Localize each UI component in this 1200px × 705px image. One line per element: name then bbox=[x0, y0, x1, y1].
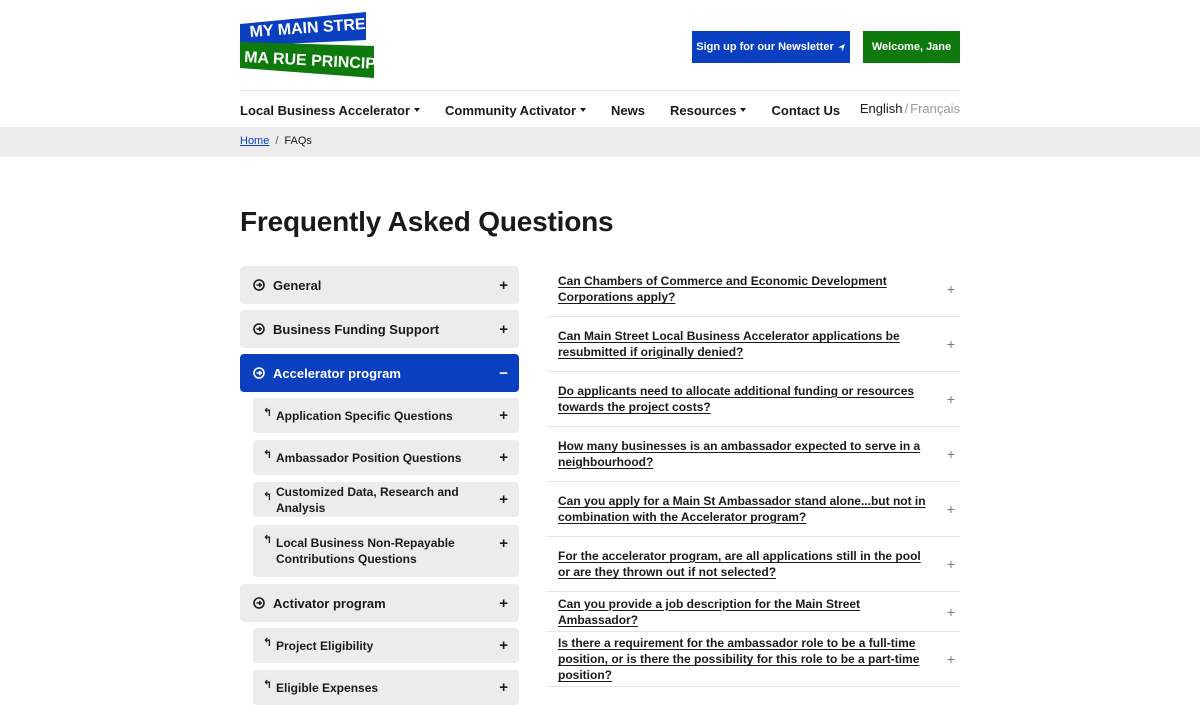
site-logo[interactable] bbox=[240, 12, 408, 78]
category-general[interactable] bbox=[240, 266, 519, 304]
plus-icon: + bbox=[946, 651, 955, 667]
circle-arrow-right-icon bbox=[253, 323, 265, 335]
subcategory-non-repayable-contributions[interactable] bbox=[253, 525, 519, 577]
category-label: Business Funding Support bbox=[273, 321, 440, 337]
category-activator-program[interactable] bbox=[240, 584, 519, 622]
subcategory-label: Application Specific Questions bbox=[276, 408, 453, 423]
language-switcher bbox=[860, 101, 960, 116]
nav-community-activator[interactable]: Community Activator bbox=[445, 103, 586, 118]
return-arrow-icon: ↰ bbox=[263, 534, 273, 546]
plus-icon: + bbox=[499, 407, 508, 424]
category-label: General bbox=[273, 277, 322, 293]
minus-icon: − bbox=[499, 364, 508, 382]
welcome-label: Welcome, Jane bbox=[871, 41, 952, 53]
subcategory-eligible-expenses[interactable] bbox=[253, 670, 519, 705]
circle-arrow-right-icon bbox=[253, 367, 265, 379]
main-navigation bbox=[240, 101, 865, 119]
faq-question[interactable]: Can you apply for a Main St Ambassador stand alone...but not in combination with the Accelerator program? bbox=[558, 494, 926, 524]
plus-icon: + bbox=[946, 501, 955, 517]
subcategory-label: Project Eligibility bbox=[276, 638, 374, 653]
caret-down-icon bbox=[740, 108, 746, 112]
faq-item[interactable] bbox=[547, 372, 960, 427]
faq-item[interactable] bbox=[547, 317, 960, 372]
subcategory-project-eligibility[interactable] bbox=[253, 628, 519, 663]
subcategory-label: Customized Data, Research and Analysis bbox=[276, 484, 459, 515]
faq-question[interactable]: For the accelerator program, are all applications still in the pool or are they thrown out if not selected? bbox=[558, 549, 921, 579]
circle-arrow-right-icon bbox=[253, 597, 265, 609]
nav-news[interactable]: News bbox=[611, 102, 645, 118]
breadcrumb-bar bbox=[0, 127, 1200, 157]
plus-icon: + bbox=[499, 491, 508, 508]
plus-icon: + bbox=[499, 637, 508, 654]
faq-item[interactable] bbox=[547, 482, 960, 537]
plus-icon: + bbox=[946, 391, 955, 407]
subcategory-label: Local Business Non-Repayable Contributions Questions bbox=[276, 536, 455, 566]
faq-question[interactable]: Is there a requirement for the ambassador role to be a full-time position, or is there the possibility for this role to be a part-time position? bbox=[558, 636, 920, 682]
plus-icon: + bbox=[499, 594, 508, 612]
subcategory-customized-data[interactable] bbox=[253, 482, 519, 517]
return-arrow-icon: ↰ bbox=[263, 679, 273, 691]
faq-question[interactable]: How many businesses is an ambassador expected to serve in a neighbourhood? bbox=[558, 439, 921, 469]
return-arrow-icon: ↰ bbox=[263, 407, 273, 419]
user-welcome-button[interactable] bbox=[863, 31, 960, 63]
plus-icon: + bbox=[946, 556, 955, 572]
faq-question[interactable]: Can Chambers of Commerce and Economic Development Corporations apply? bbox=[558, 274, 887, 304]
category-label: Activator program bbox=[273, 595, 386, 611]
plus-icon: + bbox=[946, 446, 955, 462]
category-label: Accelerator program bbox=[273, 365, 401, 381]
category-accelerator-program[interactable] bbox=[240, 354, 519, 392]
nav-contact-us[interactable]: Contact Us bbox=[771, 102, 841, 118]
subcategory-label: Eligible Expenses bbox=[276, 680, 379, 695]
faq-question[interactable]: Do applicants need to allocate additional funding or resources towards the project costs? bbox=[558, 384, 915, 414]
faq-question[interactable]: Can you provide a job description for the Main Street Ambassador? bbox=[558, 596, 861, 627]
faq-item[interactable] bbox=[547, 262, 960, 317]
plus-icon: + bbox=[499, 320, 508, 338]
return-arrow-icon: ↰ bbox=[263, 637, 273, 649]
caret-down-icon bbox=[414, 108, 420, 112]
plus-icon: + bbox=[499, 449, 508, 466]
caret-down-icon bbox=[580, 108, 586, 112]
newsletter-signup-button[interactable] bbox=[692, 31, 850, 63]
send-icon bbox=[837, 43, 846, 52]
return-arrow-icon: ↰ bbox=[263, 449, 273, 461]
breadcrumb-separator: / bbox=[275, 135, 279, 147]
lang-english[interactable]: English bbox=[859, 101, 903, 116]
svg-text:MA RUE PRINCIPALE: MA RUE PRINCIPALE bbox=[243, 49, 408, 75]
return-arrow-icon: ↰ bbox=[263, 491, 273, 503]
faq-item[interactable] bbox=[547, 537, 960, 592]
header-divider bbox=[240, 90, 960, 91]
lang-separator: / bbox=[904, 101, 909, 116]
faq-item[interactable] bbox=[547, 632, 960, 687]
circle-arrow-right-icon bbox=[253, 279, 265, 291]
page-title: Frequently Asked Questions bbox=[240, 206, 614, 237]
newsletter-button-label: Sign up for our Newsletter bbox=[696, 41, 834, 53]
svg-text:MY MAIN STREET: MY MAIN STREET bbox=[249, 14, 387, 41]
category-business-funding-support[interactable] bbox=[240, 310, 519, 348]
plus-icon: + bbox=[499, 535, 508, 552]
breadcrumb bbox=[240, 135, 312, 147]
lang-french[interactable]: Français bbox=[910, 101, 960, 116]
faq-question[interactable]: Can Main Street Local Business Accelerator applications be resubmitted if originally denied? bbox=[558, 329, 900, 359]
nav-local-business-accelerator[interactable]: Local Business Accelerator bbox=[240, 103, 420, 118]
breadcrumb-home-link[interactable]: Home bbox=[240, 135, 270, 147]
plus-icon: + bbox=[946, 336, 955, 352]
plus-icon: + bbox=[499, 679, 508, 696]
breadcrumb-current: FAQs bbox=[284, 135, 312, 147]
subcategory-label: Ambassador Position Questions bbox=[276, 450, 462, 465]
faq-item[interactable] bbox=[547, 427, 960, 482]
plus-icon: + bbox=[946, 281, 955, 297]
plus-icon: + bbox=[946, 603, 955, 620]
faq-item[interactable] bbox=[547, 592, 960, 632]
plus-icon: + bbox=[499, 276, 508, 294]
subcategory-application-specific[interactable] bbox=[253, 398, 519, 433]
nav-resources[interactable]: Resources bbox=[670, 103, 746, 118]
subcategory-ambassador-position[interactable] bbox=[253, 440, 519, 475]
